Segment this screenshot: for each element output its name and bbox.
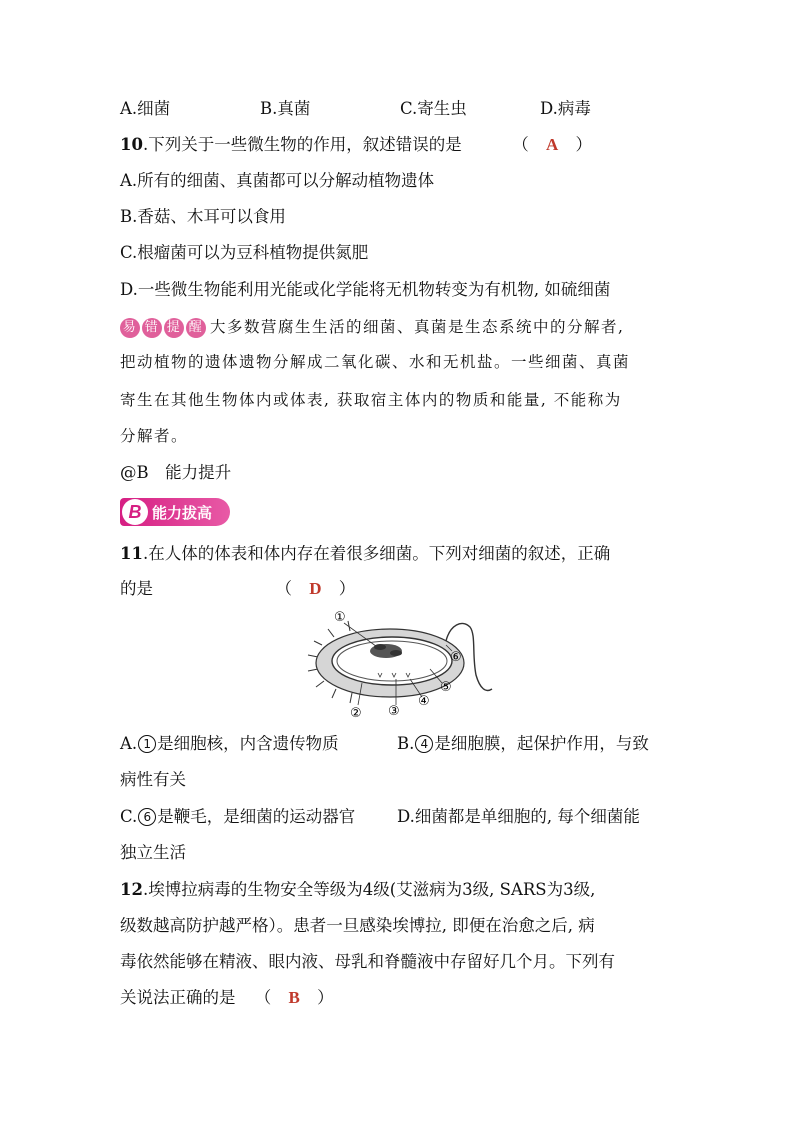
q11-option-b-prefix: B.	[397, 734, 415, 753]
section-badge-text: 能力拔高	[152, 503, 213, 522]
label-3: ③	[388, 704, 400, 719]
q11-option-d: D.细菌都是单细胞的, 每个细菌能	[397, 807, 640, 826]
q11-option-c	[120, 806, 355, 828]
q12-line-1-text: .埃博拉病毒的生物安全等级为4级(艾滋病为3级, SARS为3级,	[142, 880, 596, 899]
q11-option-a-text: 是细胞核，内含遗传物质	[157, 734, 339, 753]
section-label: @B 能力提升	[120, 463, 232, 482]
tip-line-3: 寄生在其他生物体内或体表, 获取宿主体内的物质和能量, 不能称为	[120, 391, 622, 409]
q10-answer: A	[545, 135, 559, 154]
tip-char-2: 错	[142, 318, 162, 338]
q11-option-d-cont: 独立生活	[120, 843, 186, 862]
q11-paren-open: （	[275, 579, 292, 598]
q10-paren-close: ）	[575, 135, 592, 154]
q11-option-c-marker: 6	[138, 808, 156, 826]
section-badge	[120, 498, 230, 526]
q12-line-4	[120, 987, 334, 1009]
label-5: ⑤	[440, 680, 452, 695]
q9-option-d: D.病毒	[540, 99, 591, 118]
q11-option-a	[120, 733, 339, 755]
q12-line-4-text: 关说法正确的是	[120, 988, 236, 1007]
section-badge-letter: B	[122, 499, 148, 525]
q9-option-b: B.真菌	[260, 99, 311, 118]
q11-paren-close: ）	[338, 579, 356, 598]
q10-number: 10	[120, 135, 143, 154]
q10-paren-open: （	[512, 135, 529, 154]
tip-line-4: 分解者。	[120, 427, 189, 445]
q11-stem-line-1	[120, 543, 610, 565]
q9-option-c: C.寄生虫	[400, 99, 467, 118]
bacterium-diagram	[300, 605, 500, 725]
label-6: ⑥	[450, 650, 462, 665]
q11-option-c-prefix: C.	[120, 807, 138, 826]
q10-option-b: B.香菇、木耳可以食用	[120, 207, 286, 226]
q12-paren-close: ）	[317, 988, 334, 1007]
tip-char-3: 提	[164, 318, 184, 338]
q11-option-a-prefix: A.	[120, 734, 138, 753]
q12-answer: B	[288, 988, 300, 1007]
q10-option-a: A.所有的细菌、真菌都可以分解动植物遗体	[120, 171, 435, 190]
q10-stem-text: .下列关于一些微生物的作用，叙述错误的是	[142, 135, 462, 154]
q11-stem-line-2	[120, 578, 355, 600]
tip-badge	[120, 318, 206, 338]
q12-paren-open: （	[254, 988, 272, 1007]
q9-option-a: A.细菌	[120, 99, 171, 118]
label-1: ①	[334, 610, 346, 625]
label-4: ④	[418, 694, 430, 709]
dna-cluster	[370, 644, 402, 658]
q10-option-d: D.一些微生物能利用光能或化学能将无机物转变为有机物, 如硫细菌	[120, 280, 611, 299]
q10-stem	[120, 134, 592, 156]
q11-stem-text: .在人体的体表和体内存在着很多细菌。下列对细菌的叙述，正确	[142, 544, 611, 563]
q12-line-3: 毒依然能够在精液、眼内液、母乳和脊髓液中存留好几个月。下列有	[120, 952, 615, 971]
q11-option-c-text: 是鞭毛，是细菌的运动器官	[157, 807, 356, 826]
q11-option-b-cont: 病性有关	[120, 770, 186, 789]
q12-line-2: 级数越高防护越严格）。患者一旦感染埃博拉, 即便在治愈之后, 病	[120, 916, 595, 935]
q11-answer: D	[309, 579, 322, 598]
q11-stem-text-2: 的是	[120, 579, 153, 598]
q10-option-c: C.根瘤菌可以为豆科植物提供氮肥	[120, 243, 369, 262]
label-2: ②	[350, 706, 362, 721]
tip-line-1-text: 大多数营腐生生活的细菌、真菌是生态系统中的分解者,	[210, 318, 625, 336]
q11-option-a-marker: 1	[138, 735, 156, 753]
q11-option-b-text: 是细胞膜，起保护作用，与致	[434, 734, 649, 753]
tip-line-2: 把动植物的遗体遗物分解成二氧化碳、水和无机盐。一些细菌、真菌	[120, 353, 631, 371]
tip-char-1: 易	[120, 318, 140, 338]
q12-number: 12	[120, 880, 143, 899]
tip-line-1	[120, 316, 624, 338]
q11-number: 11	[120, 544, 143, 563]
tip-char-4: 醒	[186, 318, 206, 338]
q11-option-b	[397, 733, 649, 755]
q11-option-b-marker: 4	[415, 735, 433, 753]
q12-line-1	[120, 879, 595, 901]
